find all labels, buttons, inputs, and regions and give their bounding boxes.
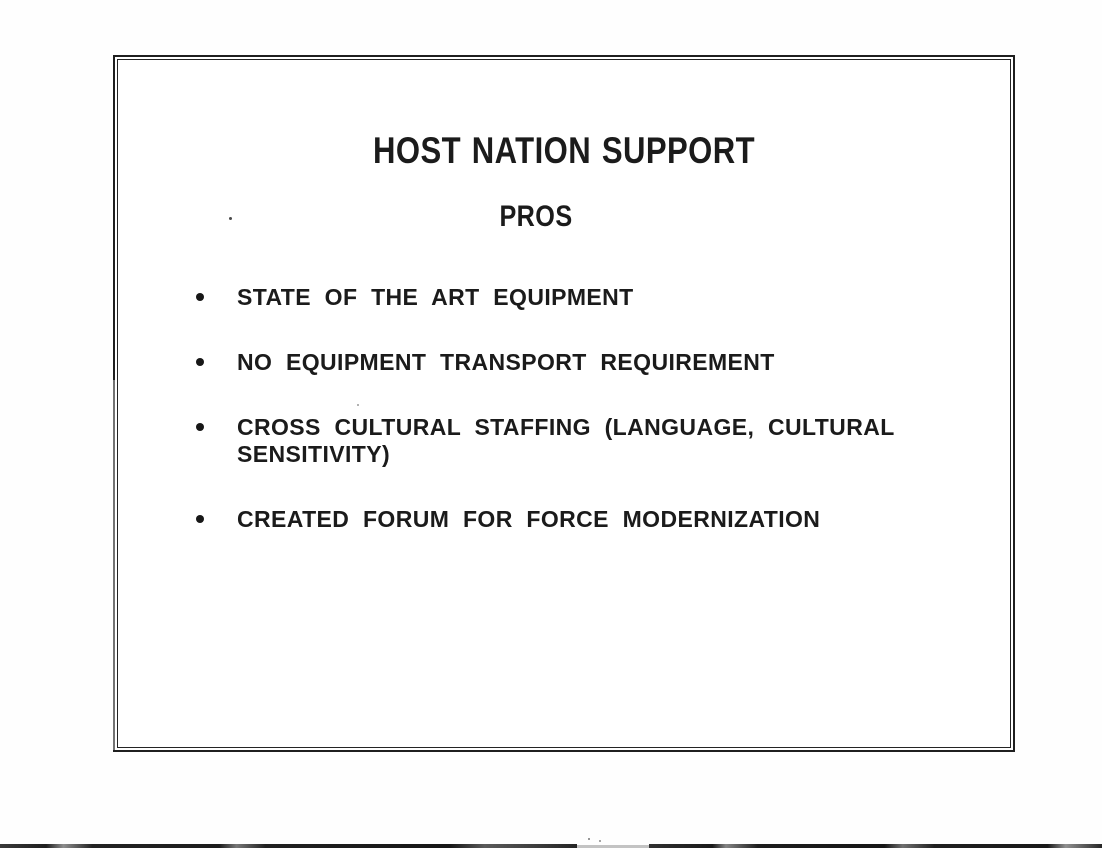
bullet-text: NO EQUIPMENT TRANSPORT REQUIREMENT: [237, 349, 775, 375]
bullet-text: CROSS CULTURAL STAFFING (LANGUAGE, CULTURAL SENSITIVITY): [237, 414, 895, 467]
scan-edge-line: [577, 845, 649, 848]
bullet-text: STATE OF THE ART EQUIPMENT: [237, 284, 634, 310]
bullet-item: [190, 414, 922, 468]
scan-speckle: [357, 404, 359, 406]
bullet-dot-icon: [196, 515, 204, 523]
bullet-item: [190, 284, 922, 311]
bullet-item: [190, 349, 922, 376]
bullet-dot-icon: [196, 293, 204, 301]
slide-title: HOST NATION SUPPORT: [372, 130, 756, 171]
scan-edge-line: [649, 844, 1102, 848]
bullet-dot-icon: [196, 358, 204, 366]
bullet-text: CREATED FORUM FOR FORCE MODERNIZATION: [237, 506, 821, 532]
scan-edge-line: [0, 844, 577, 848]
bullet-list: [190, 284, 922, 571]
scan-fade-artifact: [112, 380, 116, 750]
scan-speckle: [599, 840, 601, 842]
scan-speckle: [229, 217, 232, 220]
slide-subtitle: PROS: [499, 200, 573, 233]
bullet-dot-icon: [196, 423, 204, 431]
bullet-item: [190, 506, 922, 533]
scan-speckle: [588, 838, 590, 840]
